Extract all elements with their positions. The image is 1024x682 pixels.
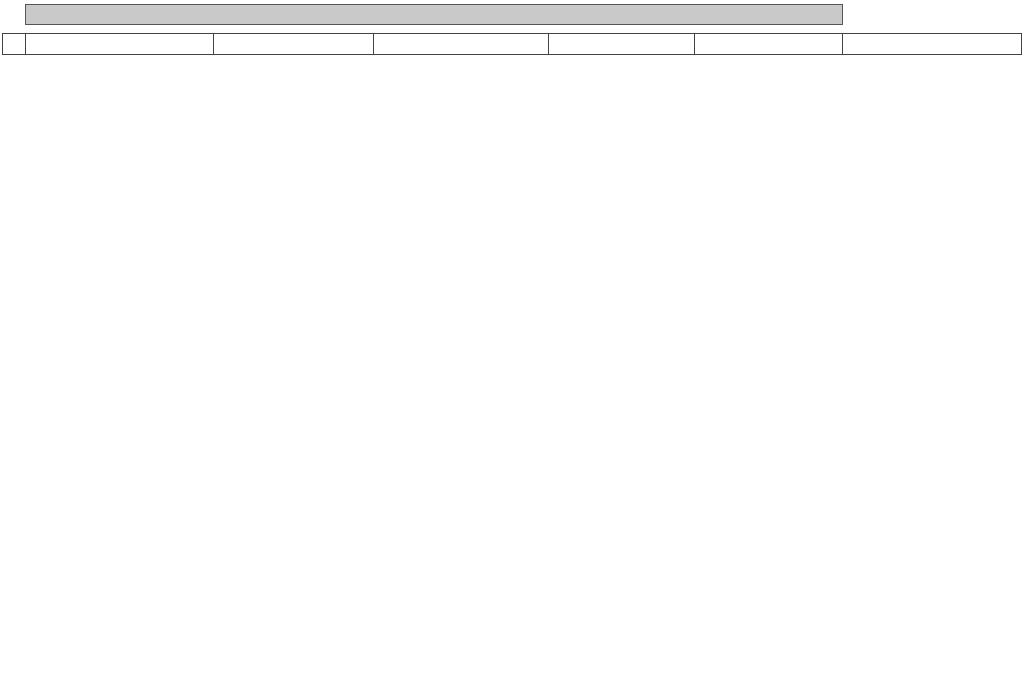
- schedule-title: [25, 4, 843, 25]
- day-header-seg: [25, 33, 214, 55]
- day-header-qua: [373, 33, 549, 55]
- day-header-sab: [842, 33, 1022, 55]
- day-header-ter: [213, 33, 374, 55]
- day-header-qui: [548, 33, 695, 55]
- day-header-sex: [694, 33, 843, 55]
- corner-header: [2, 33, 26, 55]
